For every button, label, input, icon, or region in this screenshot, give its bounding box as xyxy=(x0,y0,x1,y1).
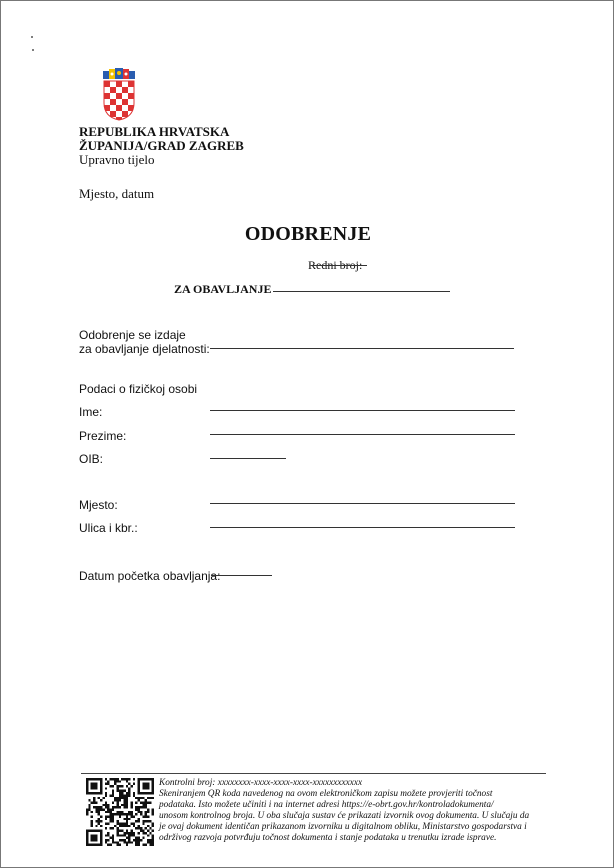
document-title: ODOBRENJE xyxy=(244,223,372,245)
place-line xyxy=(210,503,515,504)
last-name-line xyxy=(210,434,515,435)
serial-number-label: Redni broj: xyxy=(308,258,363,272)
notice-line: održivog razvoja potvrđuju točnost dokumenta i stanje podataka u trenutku izrade isprave. xyxy=(159,833,497,843)
footer-divider xyxy=(81,773,546,774)
notice-line: podataka. Isto možete učiniti i na internet adresi https://e-obrt.gov.hr/kontroladokumenta/ xyxy=(159,800,494,810)
place-label: Mjesto: xyxy=(79,498,118,512)
person-section-heading: Podaci o fizičkoj osobi xyxy=(79,382,198,396)
issuer-header xyxy=(79,125,244,167)
oib-label: OIB: xyxy=(79,452,104,466)
notice-line: Skeniranjem QR koda navedenog na ovom elektroničkom zapisu možete provjeriti točnost xyxy=(159,789,493,799)
issued-for-line xyxy=(210,348,514,349)
last-name-label: Prezime: xyxy=(79,429,127,443)
verification-notice xyxy=(159,778,539,844)
serial-number-line xyxy=(311,265,367,266)
activity-line xyxy=(273,291,450,292)
street-line xyxy=(210,527,515,528)
county-name: ŽUPANIJA/GRAD ZAGREB xyxy=(79,138,244,153)
croatian-coat-of-arms-icon xyxy=(102,67,136,121)
oib-line xyxy=(210,458,286,459)
first-name-line xyxy=(210,410,515,411)
street-label: Ulica i kbr.: xyxy=(79,521,138,535)
issued-for-label-2: za obavljanje djelatnosti: xyxy=(79,342,210,356)
first-name-label: Ime: xyxy=(79,405,103,419)
republic-name: REPUBLIKA HRVATSKA xyxy=(79,124,230,139)
scan-dot xyxy=(32,49,34,51)
qr-code-icon xyxy=(86,778,154,846)
place-date: Mjesto, datum xyxy=(79,186,155,201)
start-date-label: Datum početka obavljanja: xyxy=(79,569,221,583)
office-name: Upravno tijelo xyxy=(79,152,155,167)
start-date-line xyxy=(211,575,272,576)
issued-for-label-1: Odobrenje se izdaje xyxy=(79,328,186,342)
activity-label: ZA OBAVLJANJE xyxy=(174,282,272,296)
scan-dot xyxy=(31,36,33,38)
notice-line: je ovaj dokument identičan prikazanom izvorniku u digitalnom obliku, Ministarstvo gospodarstva i xyxy=(159,822,527,832)
control-number: Kontrolni broj: xxxxxxxx-xxxx-xxxx-xxxx-xxxxxxxxxxxx xyxy=(159,778,363,788)
notice-line: unosom kontrolnog broja. U oba slučaja sustav će prikazati izvornik ovog dokumenta. U slučaju da xyxy=(159,811,530,821)
